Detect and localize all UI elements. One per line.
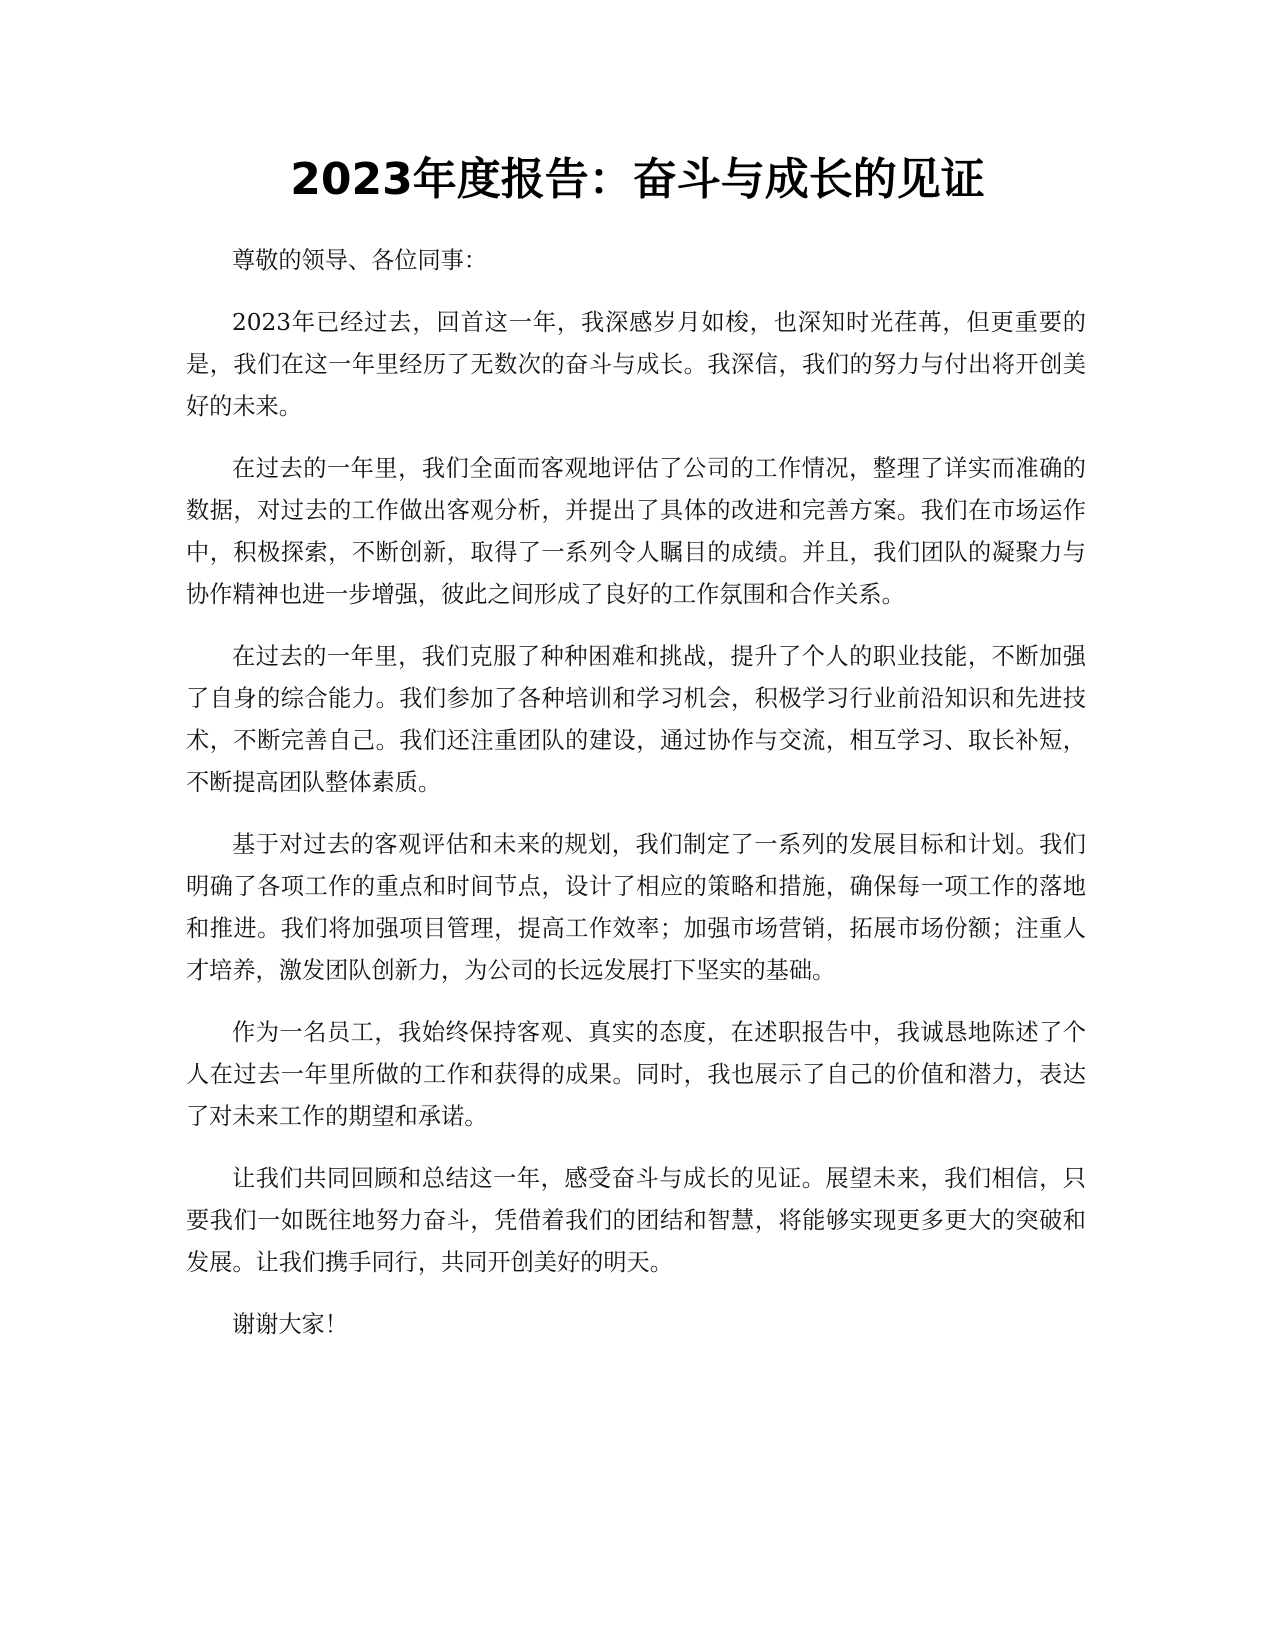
salutation: 尊敬的领导、各位同事： (232, 247, 488, 274)
paragraph-growth: 在过去的一年里，我们克服了种种困难和挑战，提升了个人的职业技能，不断加强了自身的综合能力。我们参加了各种培训和学习机会，积极学习行业前沿知识和先进技术，不断完善自己。我们还注重团队的建设，通过协作与交流，相互学习、取长补短，不断提高团队整体素质。 (186, 643, 1086, 796)
paragraph-personal: 作为一名员工，我始终保持客观、真实的态度，在述职报告中，我诚恳地陈述了个人在过去一年里所做的工作和获得的成果。同时，我也展示了自己的价值和潜力，表达了对未来工作的期望和承诺。 (186, 1019, 1086, 1130)
document-title: 2023年度报告：奋斗与成长的见证 (290, 154, 985, 205)
paragraph-intro: 2023年已经过去，回首这一年，我深感岁月如梭，也深知时光荏苒，但更重要的是，我们在这一年里经历了无数次的奋斗与成长。我深信，我们的努力与付出将开创美好的未来。 (186, 309, 1086, 420)
paragraph-outlook: 让我们共同回顾和总结这一年，感受奋斗与成长的见证。展望未来，我们相信，只要我们一如既往地努力奋斗，凭借着我们的团结和智慧，将能够实现更多更大的突破和发展。让我们携手同行，共同开创美好的明天。 (186, 1165, 1086, 1276)
paragraph-evaluation: 在过去的一年里，我们全面而客观地评估了公司的工作情况，整理了详实而准确的数据，对过去的工作做出客观分析，并提出了具体的改进和完善方案。我们在市场运作中，积极探索，不断创新，取得了一系列令人瞩目的成绩。并且，我们团队的凝聚力与协作精神也进一步增强，彼此之间形成了良好的工作氛围和合作关系。 (186, 455, 1086, 608)
paragraph-plans: 基于对过去的客观评估和未来的规划，我们制定了一系列的发展目标和计划。我们明确了各项工作的重点和时间节点，设计了相应的策略和措施，确保每一项工作的落地和推进。我们将加强项目管理，提高工作效率；加强市场营销，拓展市场份额；注重人才培养，激发团队创新力，为公司的长远发展打下坚实的基础。 (186, 831, 1086, 984)
closing-thanks: 谢谢大家！ (232, 1311, 348, 1338)
document-body (186, 240, 1086, 1366)
